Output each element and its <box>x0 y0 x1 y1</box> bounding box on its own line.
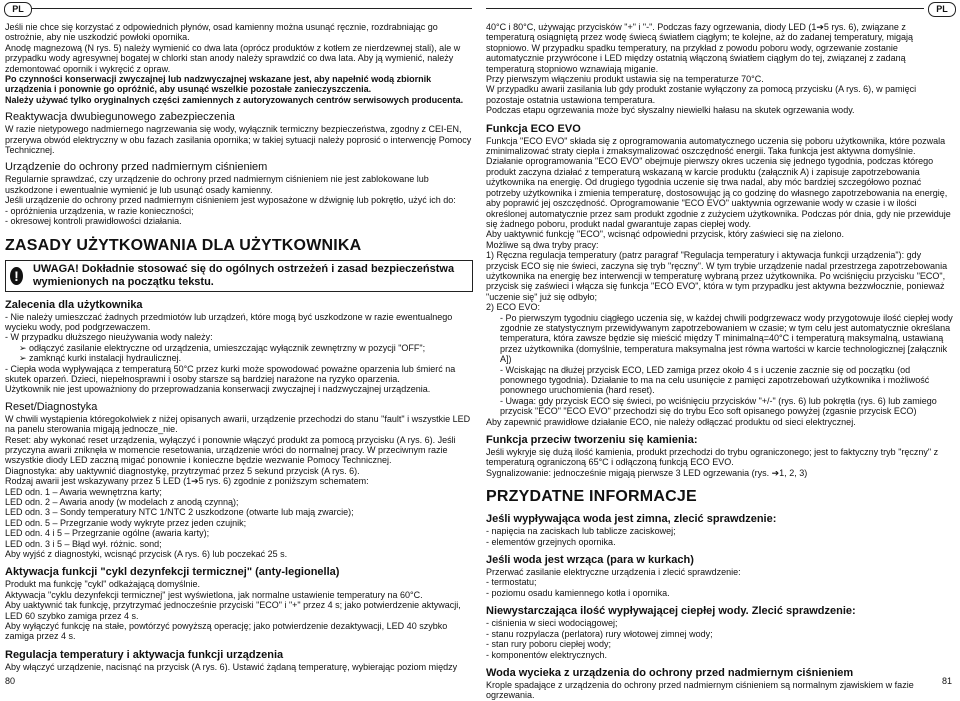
paragraph: Sygnalizowanie: jednocześnie migają pierwsze 3 LED ogrzewania (rys. ➔1, 2, 3) <box>486 467 808 478</box>
paragraph: Funkcja "ECO EVO" składa się z oprogramowania automatycznego uczenia się poboru użytkownika, które pozwala zminimalizować straty ciepła i zmaksymalizować oszczędność energii. Taka funkcja jest aktywna domyślnie. <box>486 135 946 157</box>
header-rule <box>32 8 472 9</box>
paragraph: Jeśli wykryje się dużą ilość kamienia, produkt przechodzi do trybu ograniczonego; jest to faktyczny tryb "ręczny" z temperaturą ograniczoną 65°C i odłączoną funkcją ECO EVO. <box>486 447 939 468</box>
paragraph: Jeśli nie chce się korzystać z odpowiednich płynów, osad kamienny można usunąć ręcznie, rozdrabniając go ostrożnie, aby nie uszkodzić powłoki opornika. <box>5 22 438 43</box>
section-heading: Woda wycieka z urządzenia do ochrony przed nadmiernym ciśnieniem <box>486 666 854 679</box>
paragraph: Działanie oprogramowania "ECO EVO" obejmuje pierwszy okres uczenia się jednego tygodnia, podczas którego produkt zaczyna działać z temperaturą wskazaną w karcie produktu (załącznik A) i zapisuje zapotrzebowania użytkownika na energię. Od drugiego tygodnia uczenie się trwa nadal, aby móc bardziej szczegółowo poznać potrzeby użytkownika i zmienia temperaturę, dostosowując ją co godzinę do własnego zapotrzebowania na energię, aby poprawić jej oszczędność. Oprogramowanie "ECO EVO" uaktywnia ogrzewanie wody w czasie i w ilości określonej automatycznie przez sam produkt zgodnie z zużyciem użytkownika. Podczas pór dnia, gdy nie przewiduje się żadnego poboru, produkt nadal gwarantuje zapas ciepłej wody. <box>486 156 951 229</box>
section-heading: Urządzenie do ochrony przed nadmiernym ciśnieniem <box>5 161 268 174</box>
paragraph: Aby wyłączyć funkcję na stałe, powtórzyć powyższą operację; jako potwierdzenie dezaktywacji, LED 40 szybko zamiga przez 4 s. <box>5 621 448 642</box>
language-tab: PL <box>4 2 32 17</box>
warning-box <box>5 260 473 292</box>
list-item: - W przypadku dłuższego nieużywania wody należy: <box>5 332 213 343</box>
section-heading: Jeśli woda jest wrząca (para w kurkach) <box>486 554 694 567</box>
list-item: - komponentów elektrycznych. <box>486 649 608 660</box>
paragraph: Aby uaktywnić funkcję "ECO", wcisnąć odpowiedni przycisk, który zaświeci się na zielono. <box>486 229 845 240</box>
exclamation-icon: ! <box>10 267 23 285</box>
list-item: LED odn. 4 i 5 – Przegrzanie ogólne (awaria karty); <box>5 528 210 539</box>
list-item: - poziomu osadu kamiennego kotła i opornika. <box>486 587 670 598</box>
paragraph: Regularnie sprawdzać, czy urządzenie do ochrony przed nadmiernym ciśnieniem nie jest zablokowane lub uszkodzone i ewentualnie wymienić je lub usunąć osady kamienny. <box>5 174 429 195</box>
list-item: - opróżnienia urządzenia, w razie konieczności; <box>5 205 194 216</box>
paragraph: 40°C i 80°C, używając przycisków "+" i "-". Podczas fazy ogrzewania, diody LED (1➔5 rys. 6), związane z temperaturą osiągniętą przez wodę świecą światłem ciągłym; te kolejne, aż do zadanej temperatury, migają stopniowo. W przypadku spadku temperatury, na przykład z powodu poboru wody, ogrzewanie zostanie automatycznie przywrócone i LED między ostatnią włączoną światłem ciągłym do tej, związanej z zadaną temperaturą stopniowo wznawiają miganie. <box>486 22 914 74</box>
paragraph: Reset: aby wykonać reset urządzenia, wyłączyć i ponownie włączyć produkt za pomocą przycisku (A rys. 6). Jeśli przyczyna awarii zniknęła w momencie resetowania, urządzenie wróci do normalnej pracy. W przeciwnym razie wszystkie diody LED zaczną migać ponownie i konieczne będzie wezwanie Pomocy Technicznej. <box>5 434 456 466</box>
chapter-title: PRZYDATNE INFORMACJE <box>486 488 697 506</box>
paragraph: Produkt ma funkcję "cykl" odkażającą domyślnie. <box>5 579 200 590</box>
list-item: - napięcia na zaciskach lub tablicze zaciskowej; <box>486 526 676 537</box>
list-item: - ciśnienia w sieci wodociągowej; <box>486 618 618 629</box>
list-item: - Po pierwszym tygodniu ciągłego uczenia się, w każdej chwili podgrzewacz wody przygotowuje ilość ciepłej wody zgodnie ze statystycznym przewidywanym zapotrzebowaniem w czasie; w tym celu jest automatycznie określana temperatura, która zawsze będzie się mieścić między T minimalną=40°C i temperaturą maksymalną, ustawianą przez użytkownika (domyślnie, temperatura maksymalna jest równa wartości w karcie technologicznej [załącznik A]) <box>500 312 953 365</box>
section-heading: Niewystarczająca ilość wypływającej ciepłej wody. Zlecić sprawdzenie: <box>486 605 856 618</box>
header-rule <box>486 8 924 9</box>
paragraph: Jeśli urządzenie do ochrony przed nadmiernym ciśnieniem jest wyposażone w dźwignię lub pokrętło, użyć ich do: <box>5 195 456 206</box>
paragraph: Należy używać tylko oryginalnych części zamiennych z autoryzowanych centrów serwisowych producenta. <box>5 94 464 105</box>
section-heading: Regulacja temperatury i aktywacja funkcji urządzenia <box>5 648 284 661</box>
list-item: LED odn. 5 – Przegrzanie wody wykryte przez jeden czujnik; <box>5 517 247 528</box>
paragraph: Anodę magnezową (N rys. 5) należy wymienić co dwa lata (oprócz produktów z kotłem ze nierdzewnej stali), ale w przypadku wody agresywnej bogatej w chlorki stan anody należy sprawdzić co dwa lata. Aby ją wymienić, należy zdemontować opornik i wykręcić z opraw. <box>5 42 461 74</box>
list-item: - Ciepła woda wypływająca z temperaturą 50°C przez kurki może spowodować poważne oparzenia lub śmierć na skutek oparzeń. Dzieci, niepełnosprawni i osoby starsze są bardziej narażone na ryzyko oparzenia. <box>5 363 456 384</box>
page-number: 81 <box>941 676 952 686</box>
list-item: - termostatu; <box>486 577 537 588</box>
left-column <box>5 22 473 672</box>
list-item: LED odn. 3 i 5 – Błąd wył. różnic. sond; <box>5 538 162 549</box>
section-heading: Reaktywacja dwubiegunowego zabezpieczenia <box>5 111 235 124</box>
list-item: - Wciskając na dłużej przycisk ECO, LED zamiga przez około 4 s i uczenie zacznie się od początku (od ponownego tygodnia). Działanie to ma na celu usunięcie z pamięci zapotrzebowań użytkownika i możliwość ponownego uruchomienia (hard reset). <box>500 364 930 396</box>
paragraph: Aktywacja "cyklu dezynfekcji termicznej" jest wyświetlona, jak normalne ustawienie temperatury na 60°C. <box>5 589 423 600</box>
section-heading: Zalecenia dla użytkownika <box>5 298 143 311</box>
list-item: LED odn. 2 – Awaria anody (w modelach z anodą czynną); <box>5 497 239 507</box>
paragraph: Aby uaktywnić tak funkcję, przytrzymać jednocześnie przyciski "ECO" i "+" przez 4 s; jako potwierdzenie aktywacji, LED 60 szybko zamiga przez 4 s. <box>5 600 461 621</box>
list-item: - Uwaga: gdy przycisk ECO się świeci, po wciśnięciu przycisków "+/-" (rys. 6) lub pokrętła (rys. 6) lub zamiego przycisk "ECO" "ECO EVO" przechodzi się do trybu Eco soft opisanego powyżej (zgasnie przycisk ECO) <box>500 395 937 417</box>
paragraph: Aby wyjść z diagnostyki, wcisnąć przycisk (A rys. 6) lub poczekać 25 s. <box>5 549 288 560</box>
list-item: LED odn. 3 – Sondy temperatury NTC 1/NTC 2 uszkodzone (otwarte lub mają zwarcie); <box>5 507 354 518</box>
paragraph: Podczas etapu ogrzewania może być słyszalny niewielki hałasu na skutek ogrzewania wody. <box>486 105 855 116</box>
paragraph: Przerwać zasilanie elektryczne urządzenia i zlecić sprawdzenie: <box>486 567 741 578</box>
list-item: - stan rury poboru ciepłej wody; <box>486 639 612 650</box>
paragraph: Aby zapewnić prawidłowe działanie ECO, nie należy odłączać produktu od sieci elektrycznej. <box>486 416 856 427</box>
paragraph: Przy pierwszym włączeniu produkt ustawia się na temperaturze 70°C. <box>486 74 764 85</box>
paragraph: Aby włączyć urządzenie, nacisnąć na przycisk (A rys. 6). Ustawić żądaną temperaturę, wybierając poziom między <box>5 661 458 672</box>
paragraph: W razie nietypowego nadmiernego nagrzewania się wody, wyłącznik termiczny bezpieczeństwa, zgodny z CEI-EN, przerywa obwód elektryczny w obu fazach zasilania opornika; w takiej sytuacji należy poprosić o interwencję Pomocy Technicznej. <box>5 124 472 156</box>
list-item: - elementów grzejnych opornika. <box>486 536 616 547</box>
list-item: - okresowej kontroli prawidłowości działania. <box>5 216 182 227</box>
paragraph: Użytkownik nie jest upoważniony do przeprowadzania konserwacji zwyczajnej i nadzwyczajnej urządzenia. <box>5 384 431 395</box>
paragraph: Po czynności konserwacji zwyczajnej lub nadzwyczajnej wskazane jest, aby napełnić wodą zbiornik urządzenia i ponownie go opróżnić, aby usunąć wszelkie pozostałe zanieczyszczenia. <box>5 74 432 95</box>
page-number: 80 <box>5 676 16 686</box>
chapter-title: ZASADY UŻYTKOWANIA DLA UŻYTKOWNIKA <box>5 236 362 254</box>
paragraph: W chwili wystąpienia któregokolwiek z niżej opisanych awarii, urządzenie przechodzi do stanu "fault" i wszystkie LED na panelu sterowania migają jednocze_nie. <box>5 413 471 435</box>
section-heading: Reset/Diagnostyka <box>5 400 98 413</box>
section-heading: Jeśli wypływająca woda jest zimna, zlecić sprawdzenie: <box>486 513 777 526</box>
warning-text: UWAGA! Dokładnie stosować się do ogólnych ostrzeżeń i zasad bezpieczeństwa wymienionych na początku tekstu. <box>32 262 455 288</box>
paragraph: Rodzaj awarii jest wskazywany przez 5 LED (1➔5 rys. 6) zgodnie z poniższym schematem: <box>5 476 369 487</box>
paragraph: Diagnostyka: aby uaktywnić diagnostykę, przytrzymać przez 5 sekund przycisk (A rys. 6). <box>5 465 360 476</box>
list-item: LED odn. 1 – Awaria wewnętrzna karty; <box>5 486 162 497</box>
section-heading: Funkcja przeciw tworzeniu się kamienia: <box>486 434 698 447</box>
section-heading: Funkcja ECO EVO <box>486 122 581 135</box>
list-item: ➢ zamknąć kurki instalacji hydraulicznej. <box>19 353 182 364</box>
right-column <box>486 22 954 701</box>
paragraph: Możliwe są dwa tryby pracy: <box>486 239 599 250</box>
paragraph: Krople spadające z urządzenia do ochrony przed nadmiernym ciśnieniem są normalnym zjawiskiem w fazie ogrzewania. <box>486 679 914 701</box>
paragraph: 2) ECO EVO: <box>486 302 541 313</box>
paragraph: W przypadku awarii zasilania lub gdy produkt zostanie wyłączony za pomocą przycisku (A rys. 6), w pamięci pozostaje ostatnia ustawiona temperatura. <box>486 84 917 105</box>
paragraph: 1) Ręczna regulacja temperatury (patrz paragraf "Regulacja temperatury i aktywacja funkcji urządzenia"): gdy przycisk ECO się nie świeci, zaczyna się tryb "ręczny". W tym trybie urządzenie nadal przestrzega zapotrzebowania użytkownika na energię bez interwencji w temperaturę wybraną przez użytkownika. Po wciśnięciu przycisku "ECO", przycisk się zaświeci i włącza się funkcja "ECO EVO", która w tym przypadku jest aktywna bezzwłocznie, ponieważ "uczenie się" już się odbyło; <box>486 250 948 302</box>
list-item: ➢ odłączyć zasilanie elektryczne od urządzenia, umieszczając wyłącznik zewnętrzny w pozycji "OFF"; <box>19 342 426 353</box>
language-tab: PL <box>928 2 956 17</box>
list-item: - stanu rozpylacza (perlatora) rury włotowej zimnej wody; <box>486 628 713 639</box>
list-item: - Nie należy umieszczać żadnych przedmiotów lub urządzeń, które mogą być uszkodzone w razie ewentualnego wycieku wody, pod podgrzewaczem. <box>5 311 453 332</box>
section-heading: Aktywacja funkcji "cykl dezynfekcji termicznej" (anty-legionella) <box>5 566 340 579</box>
